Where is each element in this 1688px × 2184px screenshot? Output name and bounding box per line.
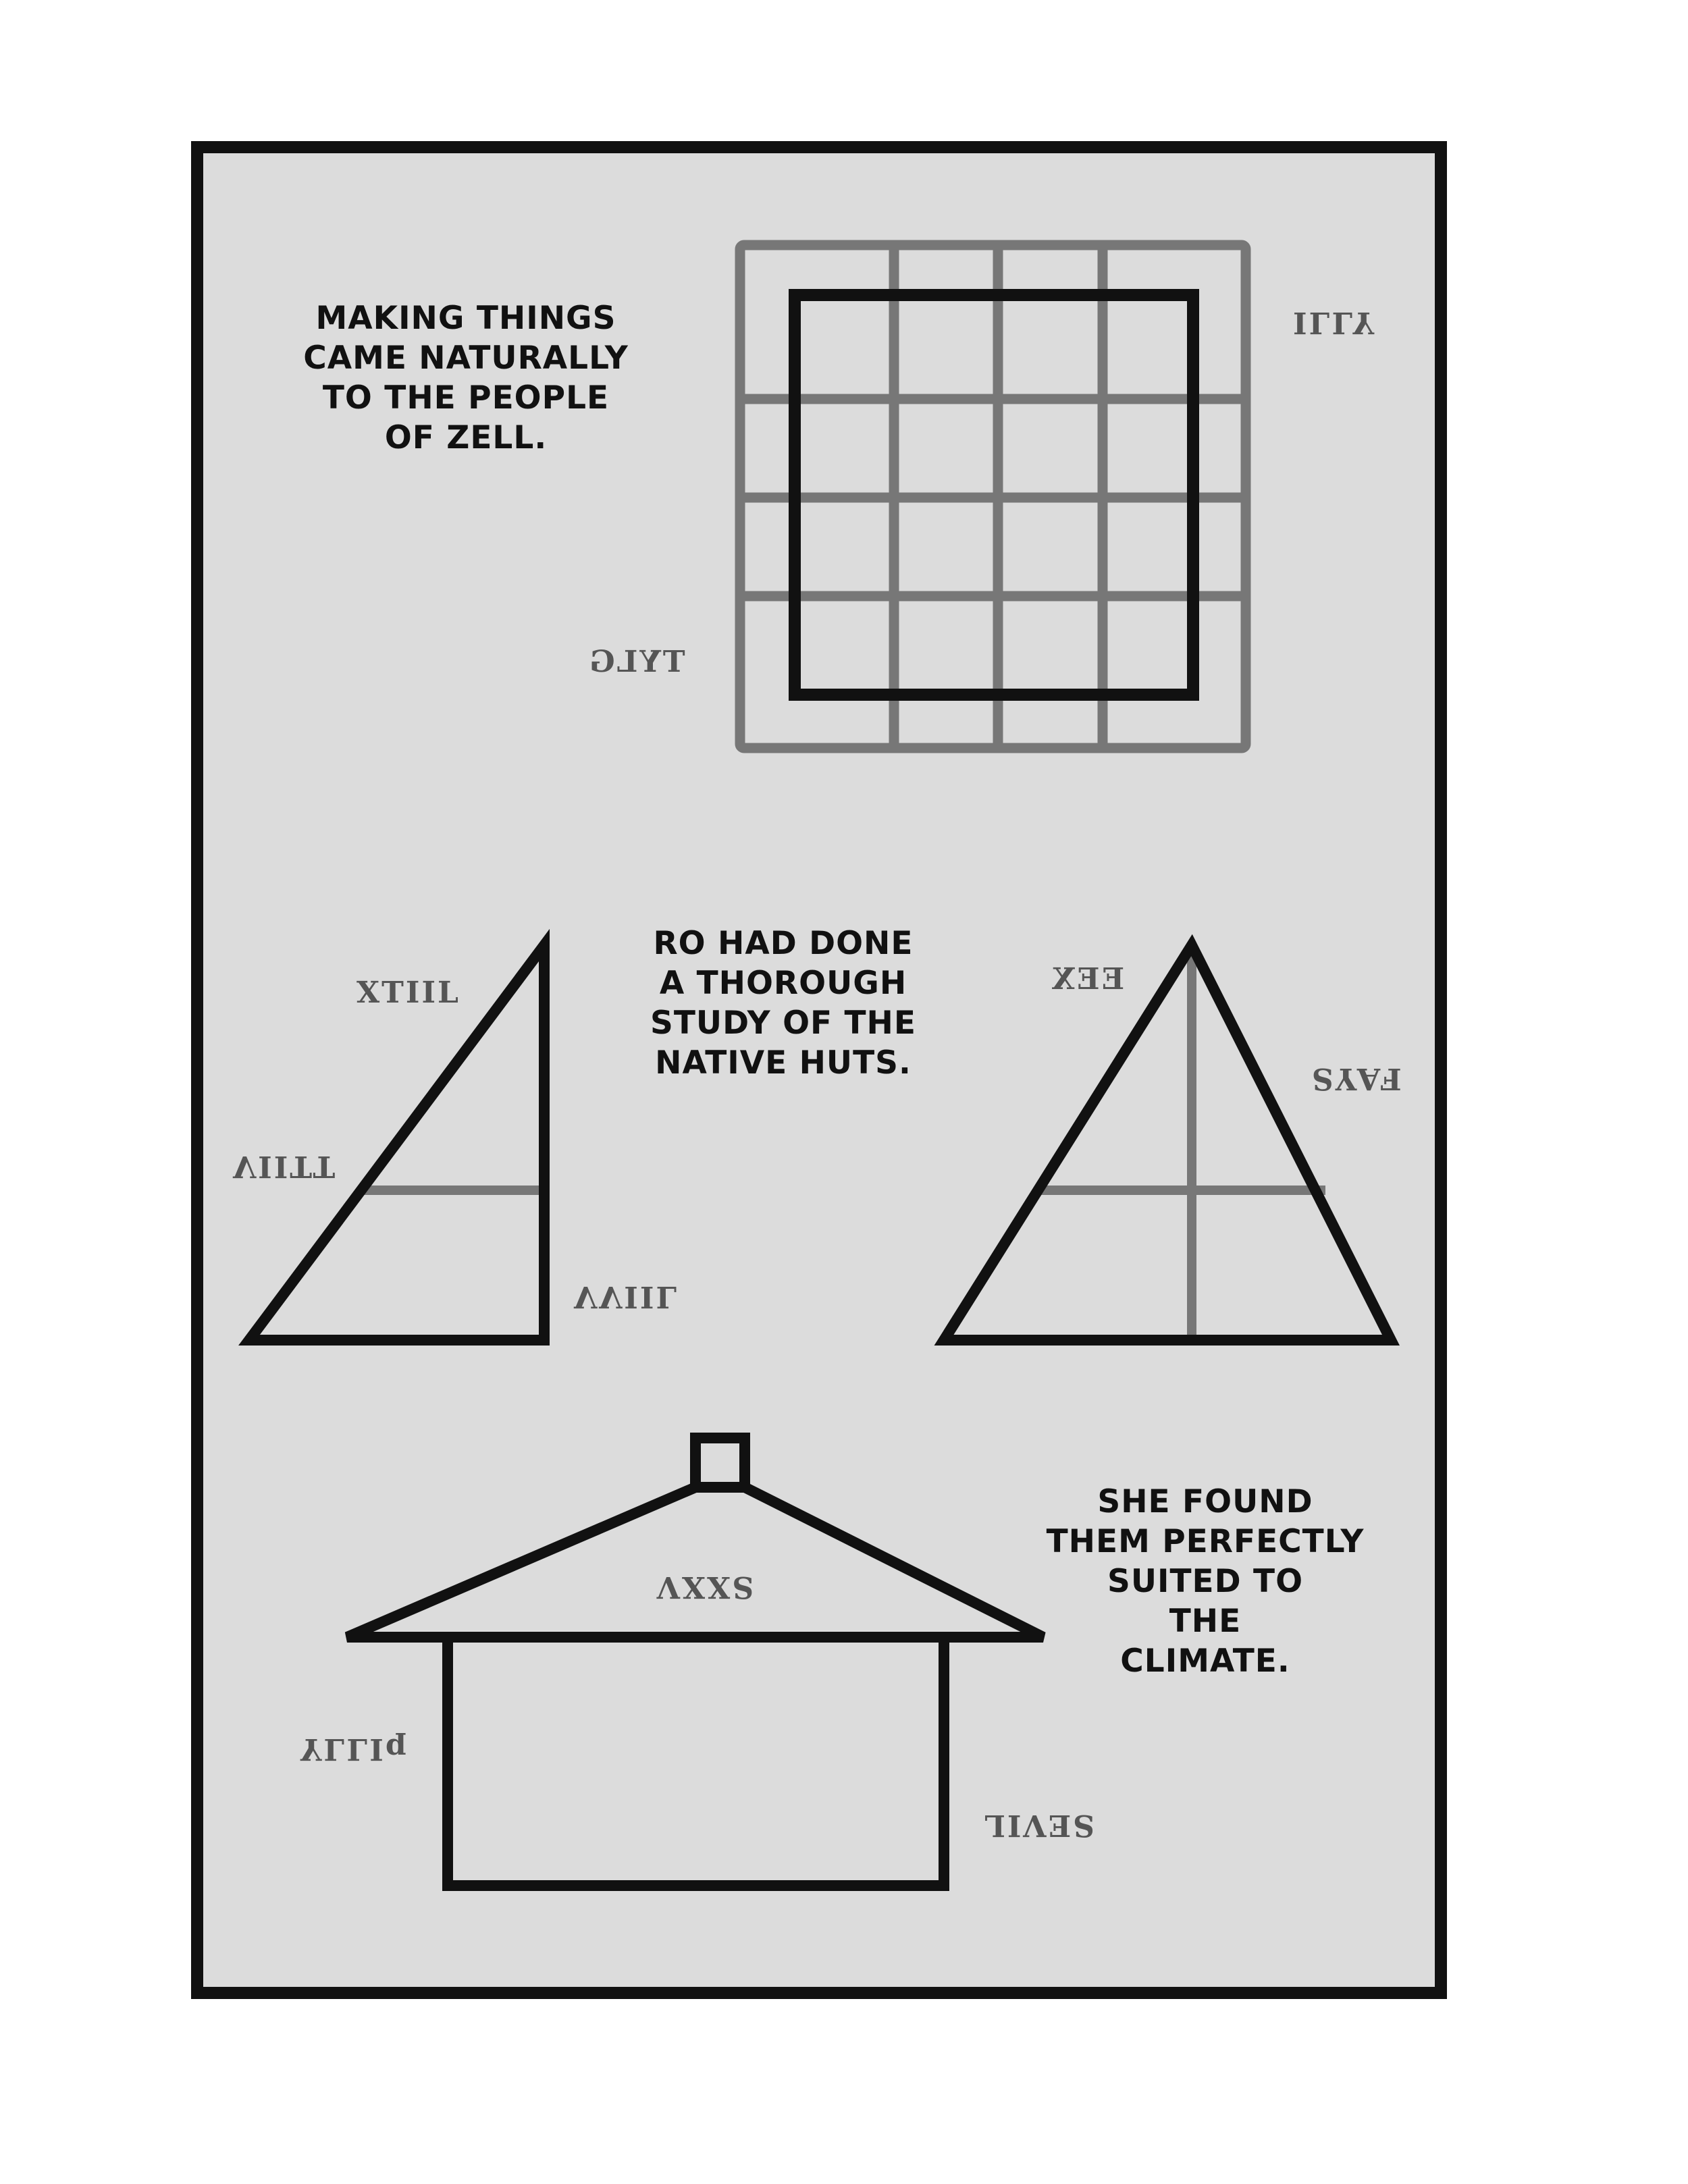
caption-study-line: A THOROUGH [659, 965, 907, 1002]
glyph-label-triangle-top: EEX [1050, 962, 1125, 996]
caption-suited-line: THEM PERFECTLY [1046, 1523, 1365, 1560]
caption-suited [1036, 1482, 1374, 1681]
caption-study-line: RO HAD DONE [653, 925, 914, 962]
glyph-label-hut-roof: SXXV [655, 1570, 754, 1604]
caption-intro-line: CAME NATURALLY [303, 340, 629, 377]
caption-intro-line: OF ZELL. [384, 419, 548, 456]
caption-suited-line: CLIMATE. [1120, 1643, 1290, 1680]
caption-suited-line: THE [1169, 1603, 1242, 1640]
caption-study-line: NATIVE HUTS. [655, 1044, 912, 1082]
glyph-label-right-triangle-right: VVIIL [574, 1279, 679, 1314]
glyph-label-triangle-right: FAYS [1310, 1061, 1402, 1096]
caption-suited-line: SHE FOUND [1097, 1483, 1313, 1520]
caption-intro-line: MAKING THINGS [315, 300, 616, 337]
caption-study-line: STUDY OF THE [650, 1005, 916, 1042]
glyph-label-right-triangle-top: XTIIL [357, 976, 460, 1010]
caption-study [614, 924, 952, 1083]
glyph-label-hut-left: YLLIq [300, 1732, 408, 1766]
caption-suited-line: SUITED TO [1107, 1563, 1304, 1600]
caption-intro [297, 298, 635, 458]
glyph-label-hut-right: SEVIL [982, 1808, 1094, 1842]
caption-intro-line: TO THE PEOPLE [322, 379, 610, 417]
glyph-label-right-triangle-left: VIITT [233, 1149, 338, 1183]
glyph-label-grid-right: ILLY [1293, 305, 1377, 340]
glyph-label-grid-left: TYLG [587, 645, 685, 679]
